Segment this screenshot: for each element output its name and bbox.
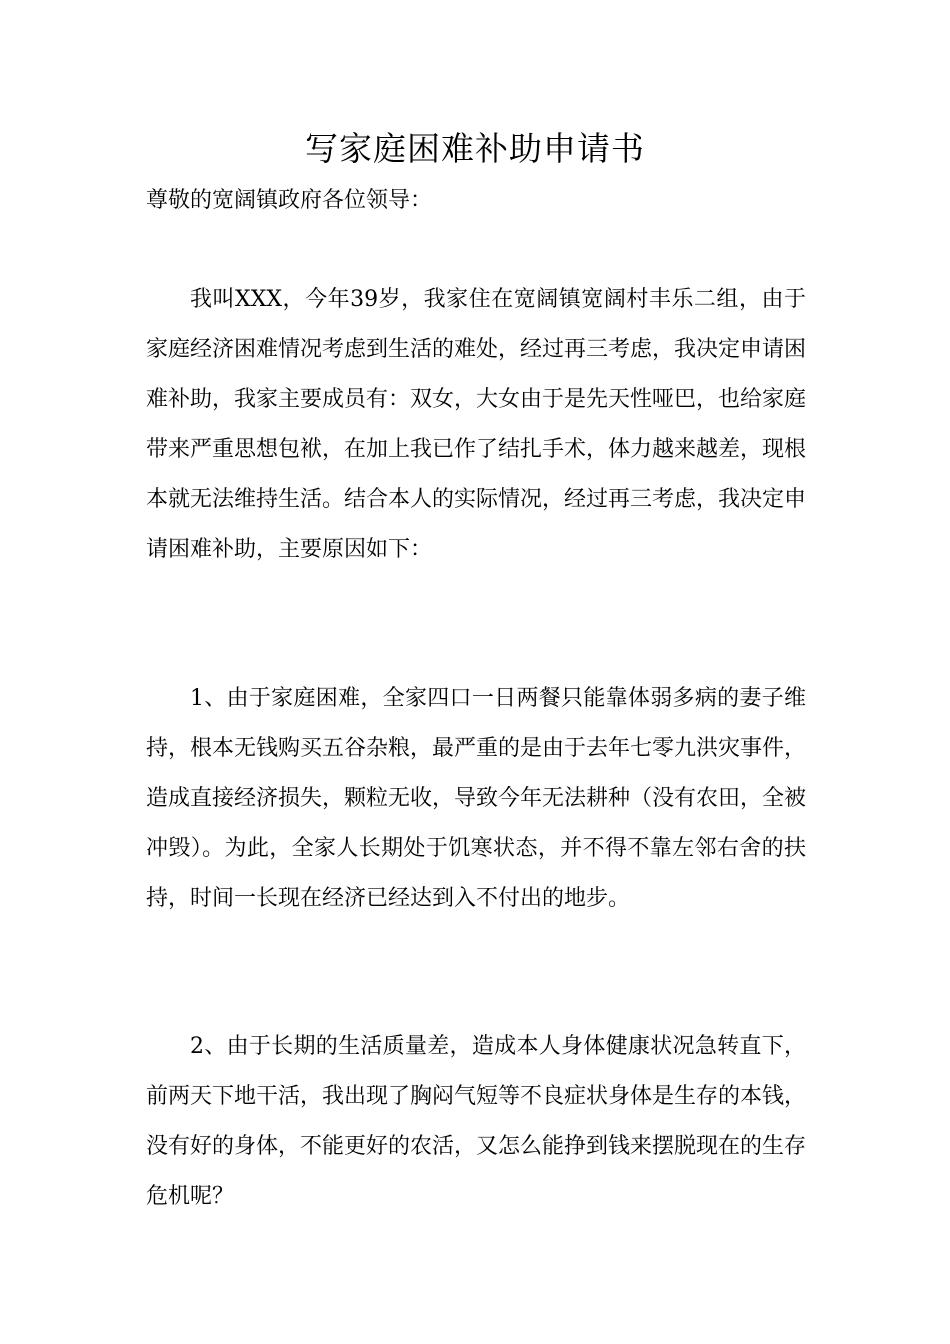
body-paragraph-intro: 我叫XXX，今年39岁，我家住在宽阔镇宽阔村丰乐二组，由于家庭经济困难情况考虑到生活的难处，经过再三考虑，我决定申请困难补助，我家主要成员有：双女，大女由于是先天性哑巴，也给家庭带来严重思想包袱，在加上我已作了结扎手术，体力越来越差，现根本就无法维持生活。结合本人的实际情况，经过再三考虑，我决定申请困难补助，主要原因如下： [146, 287, 807, 562]
salutation: 尊敬的宽阔镇政府各位领导： [146, 188, 433, 213]
body-paragraph-reason-2: 2、由于长期的生活质量差，造成本人身体健康状况急转直下，前两天下地干活，我出现了胸闷气短等不良症状身体是生存的本钱，没有好的身体，不能更好的农活，又怎么能挣到钱来摆脱现在的生存危机呢？ [146, 1034, 807, 1209]
document-title: 写家庭困难补助申请书 [305, 129, 645, 168]
body-paragraph-reason-1: 1、由于家庭困难，全家四口一日两餐只能靠体弱多病的妻子维持，根本无钱购买五谷杂粮，最严重的是由于去年七零九洪灾事件，造成直接经济损失，颗粒无收，导致今年无法耕种（没有农田，全被冲毁）。为此，全家人长期处于饥寒状态，并不得不靠左邻右舍的扶持，时间一长现在经济已经达到入不付出的地步。 [146, 686, 807, 911]
